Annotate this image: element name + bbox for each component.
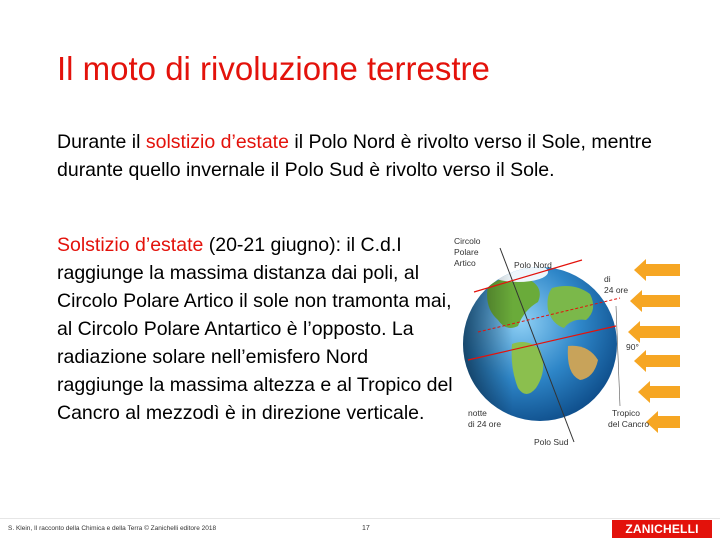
slide-footer — [0, 518, 720, 540]
sun-ray-arrow — [628, 321, 680, 343]
intro-highlight: solstizio d’estate — [145, 131, 289, 153]
earth-diagram-svg — [448, 228, 680, 460]
intro-paragraph — [57, 128, 657, 184]
angle-label: 90° — [626, 342, 639, 352]
page-number: 17 — [362, 525, 370, 532]
sun-ray-arrow — [634, 259, 680, 281]
tropic-pointer — [616, 306, 620, 406]
intro-text-start: Durante il — [57, 131, 146, 153]
solstice-highlight: Solstizio d’estate — [57, 234, 204, 256]
north-pole-label: Polo Nord — [514, 260, 552, 270]
sun-ray-arrow — [634, 350, 680, 372]
tropic-label-2: del Cancro — [608, 419, 650, 429]
tropic-label-1: Tropico — [612, 408, 641, 418]
solstice-paragraph — [57, 231, 457, 427]
night-24h-label-2: di 24 ore — [468, 419, 502, 429]
footer-divider — [0, 518, 720, 519]
arctic-circle-label-1: Circolo — [454, 236, 481, 246]
zanichelli-logo: ZANICHELLI — [612, 520, 712, 538]
day-24h-label-2: 24 ore — [604, 285, 629, 295]
solstice-text: (20-21 giugno): il C.d.I raggiunge la massima distanza dai poli, al Circolo Polare Artico il sole non tramonta mai, al Circolo Polare Antartico è l’opposto. La radiazione solare nell’emisfero Nord raggiunge la massima altezza e al Tropico del Cancro al mezzodì è in direzione verticale. — [57, 234, 453, 424]
day-24h-label-1: di — [604, 274, 611, 284]
intro-text-end: il Polo Nord è rivolto verso il Sole, mentre durante quello invernale il Polo Sud è rivolto verso il Sole. — [57, 131, 653, 181]
sun-ray-arrow — [630, 290, 680, 312]
arctic-circle-label-2: Polare — [454, 247, 479, 257]
south-pole-label: Polo Sud — [534, 437, 569, 447]
arctic-circle-label-3: Artico — [454, 258, 476, 268]
slide-title: Il moto di rivoluzione terrestre — [57, 50, 490, 87]
sun-ray-arrow — [638, 381, 680, 403]
earth-solstice-illustration — [448, 228, 680, 460]
night-24h-label-1: notte — [468, 408, 487, 418]
sun-ray-arrow — [646, 411, 680, 433]
footer-credit: S. Klein, Il racconto della Chimica e della Terra © Zanichelli editore 2018 — [8, 525, 217, 532]
